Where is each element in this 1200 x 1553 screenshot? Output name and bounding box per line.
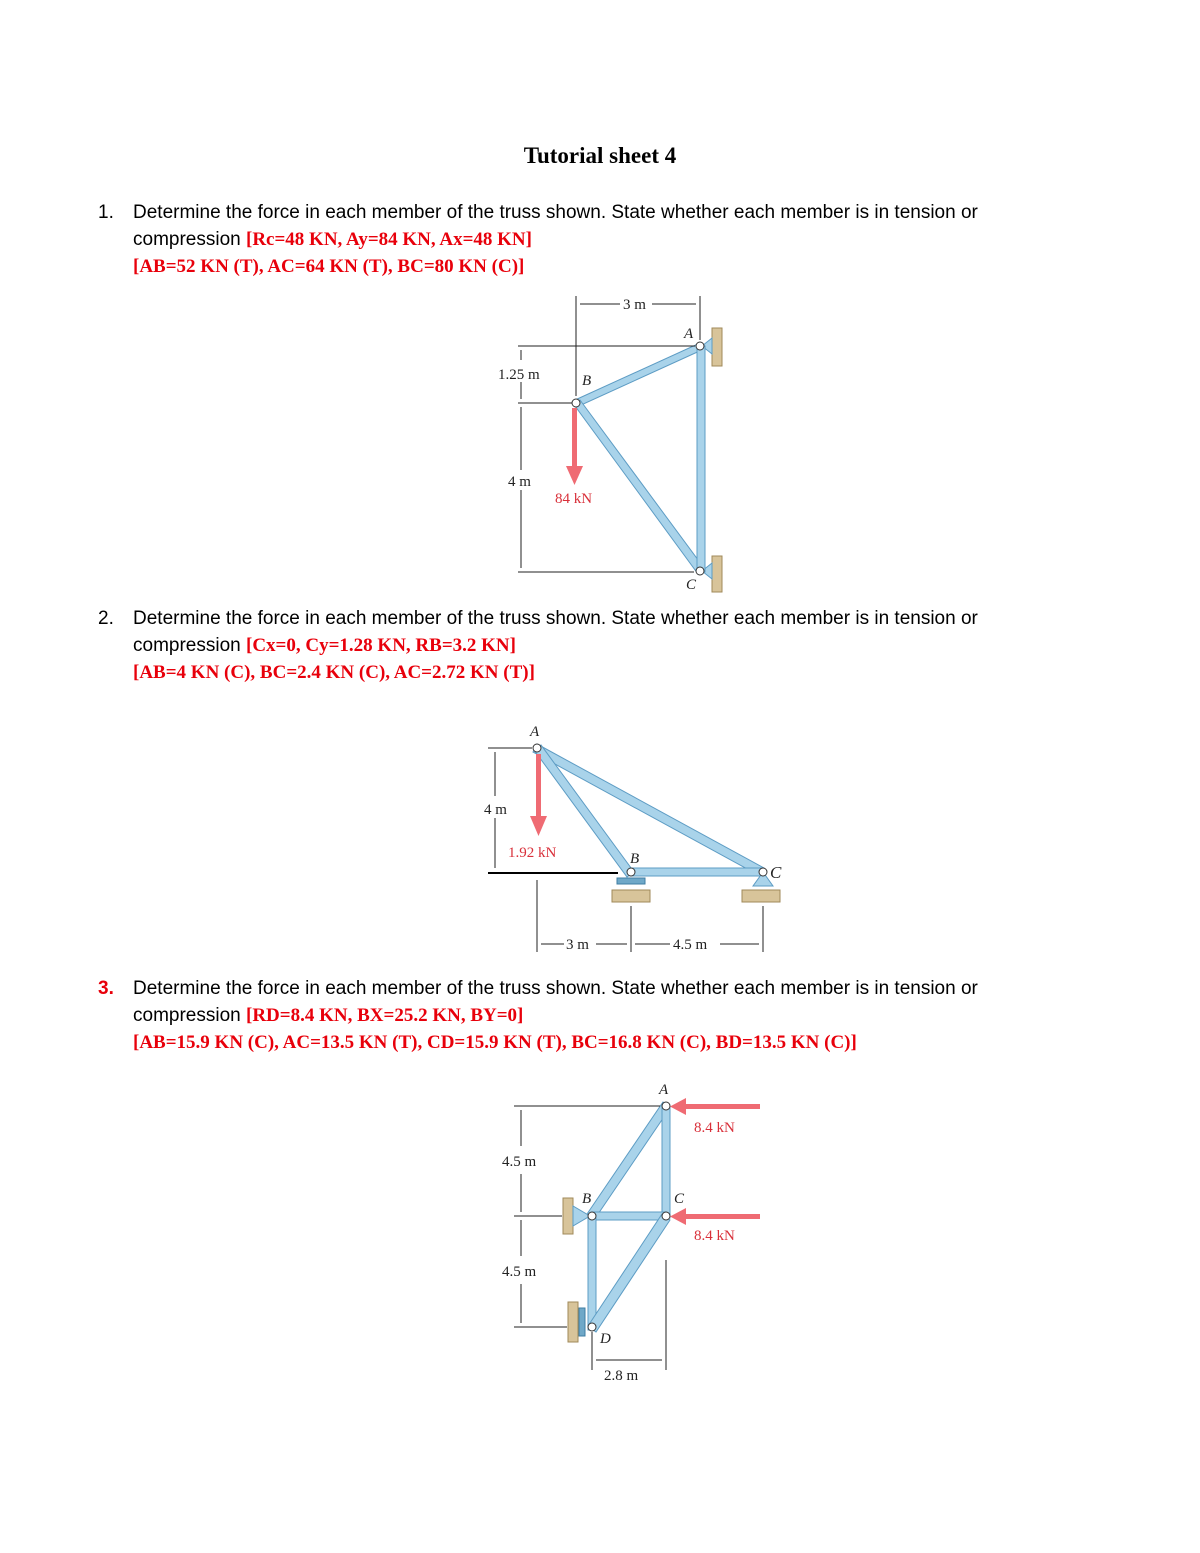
load-arrow-c (670, 1208, 686, 1225)
joint-label-c: C (674, 1191, 685, 1207)
load-arrow (566, 466, 583, 485)
joint-label-b: B (630, 851, 640, 867)
wall-support-c (712, 556, 722, 592)
load-label: 1.92 kN (508, 845, 557, 861)
member-bc (575, 400, 704, 574)
problem-statement: Determine the force in each member of the truss shown. State whether each member is in tension or (133, 608, 978, 629)
joint-label-b: B (582, 1191, 592, 1207)
pin-support-b (563, 1198, 573, 1234)
joint-label-b: B (582, 373, 592, 389)
truss-figure-3 (490, 1080, 780, 1385)
dim-label-top: 3 m (623, 297, 646, 313)
dim-label-upper: 1.25 m (498, 367, 540, 383)
joint-b (572, 399, 580, 407)
truss-figure-1 (480, 288, 760, 593)
joint-a (662, 1102, 670, 1110)
joint-a (696, 342, 704, 350)
dim-label-bottom-right: 4.5 m (673, 937, 708, 953)
problem-statement-cont: compression (133, 635, 246, 656)
member-forces-answer: [AB=4 KN (C), BC=2.4 KN (C), AC=2.72 KN (T)] (133, 662, 535, 683)
joint-b (588, 1212, 596, 1220)
member-forces-answer: [AB=15.9 KN (C), AC=13.5 KN (T), CD=15.9 KN (T), BC=16.8 KN (C), BD=13.5 KN (C)] (133, 1032, 857, 1053)
wall-support-a (712, 328, 722, 366)
dim-label-upper: 4.5 m (502, 1154, 537, 1170)
joint-label-c: C (686, 577, 697, 593)
problem-statement: Determine the force in each member of the truss shown. State whether each member is in tension or (133, 202, 978, 223)
member-bc (630, 868, 762, 876)
pin-support-c (742, 890, 780, 902)
load-label-c: 8.4 kN (694, 1228, 735, 1244)
member-forces-answer: [AB=52 KN (T), AC=64 KN (T), BC=80 KN (C)] (133, 256, 525, 277)
load-label: 84 kN (555, 491, 593, 507)
member-ac (533, 744, 764, 876)
joint-c (696, 567, 704, 575)
problem-number: 1. (98, 202, 114, 223)
member-ac (662, 1106, 670, 1218)
member-ab (587, 1102, 670, 1220)
joint-label-a: A (684, 326, 694, 342)
joint-label-a: A (659, 1082, 669, 1098)
reactions-answer: [Cx=0, Cy=1.28 KN, RB=3.2 KN] (246, 635, 516, 656)
problem-statement: Determine the force in each member of the truss shown. State whether each member is in tension or (133, 978, 978, 999)
page-title: Tutorial sheet 4 (523, 143, 677, 168)
reactions-answer: [RD=8.4 KN, BX=25.2 KN, BY=0] (246, 1005, 524, 1026)
member-cd (588, 1214, 670, 1332)
dim-label-bottom: 2.8 m (604, 1368, 639, 1384)
truss-figure-2 (480, 720, 800, 960)
load-arrow-a (670, 1098, 686, 1115)
joint-b (627, 868, 635, 876)
joint-label-d: D (600, 1331, 611, 1347)
dim-label-bottom-left: 3 m (566, 937, 589, 953)
joint-label-c: C (770, 863, 782, 882)
problem-number: 2. (98, 608, 114, 629)
load-arrow (530, 816, 547, 836)
reactions-answer: [Rc=48 KN, Ay=84 KN, Ax=48 KN] (246, 229, 532, 250)
joint-c (759, 868, 767, 876)
load-label-a: 8.4 kN (694, 1120, 735, 1136)
dim-label-lower: 4 m (508, 474, 531, 490)
problem-number: 3. (98, 978, 114, 999)
dim-label-lower: 4.5 m (502, 1264, 537, 1280)
joint-c (662, 1212, 670, 1220)
roller-support-d (568, 1302, 578, 1342)
problem-statement-cont: compression (133, 1005, 246, 1026)
member-ac (697, 346, 705, 572)
dim-label-left: 4 m (484, 802, 507, 818)
joint-label-a: A (530, 724, 540, 740)
problem-statement-cont: compression (133, 229, 246, 250)
roller-support-b (612, 890, 650, 902)
member-bc (592, 1212, 666, 1220)
joint-d (588, 1323, 596, 1331)
member-ab (575, 343, 704, 406)
joint-a (533, 744, 541, 752)
member-bd (588, 1218, 596, 1330)
